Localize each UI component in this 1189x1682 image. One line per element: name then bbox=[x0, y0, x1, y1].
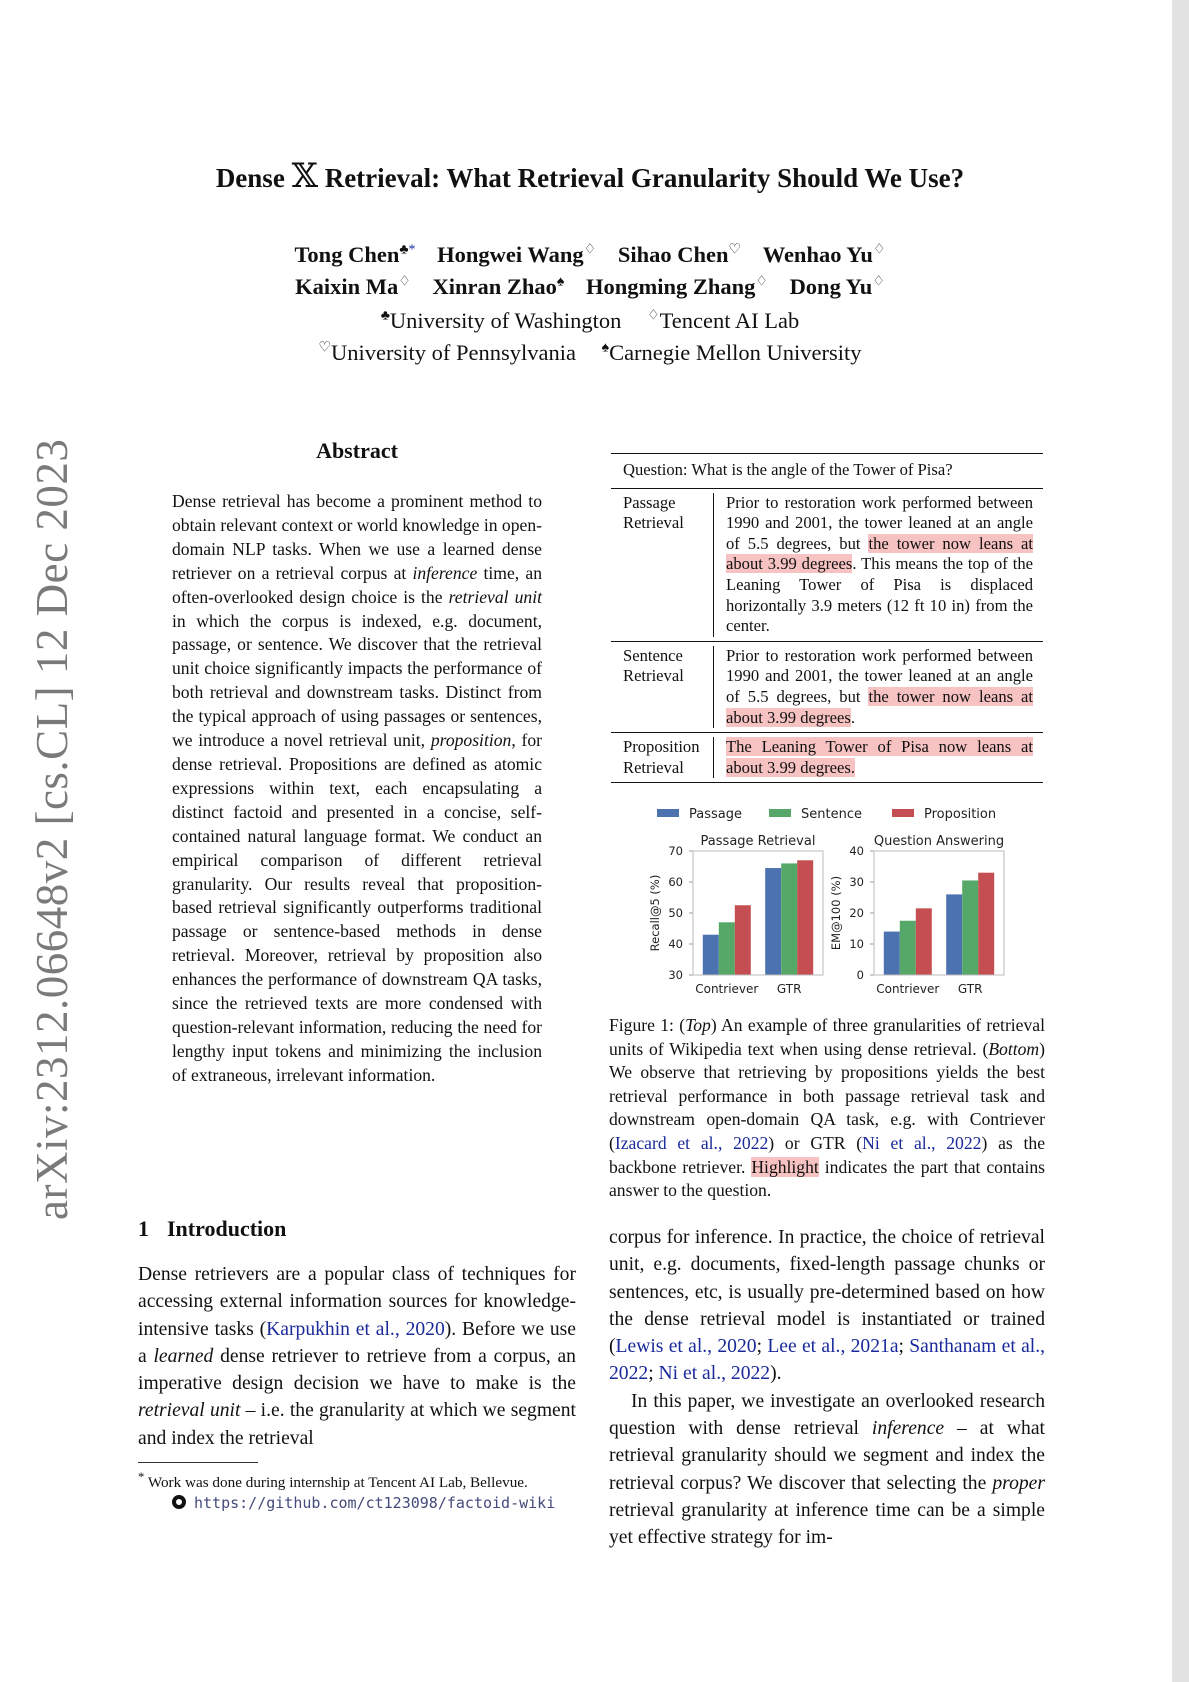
citation-link[interactable]: Ni et al., 2022 bbox=[658, 1363, 771, 1385]
page-edge-shadow bbox=[1172, 0, 1189, 1682]
affiliation-line-2 bbox=[0, 335, 1180, 368]
x-tick-label: Contriever bbox=[876, 982, 940, 996]
y-tick-label: 70 bbox=[668, 844, 683, 858]
citation-link[interactable]: Ni et al., 2022 bbox=[862, 1132, 982, 1153]
author: Wenhao Yu♢ bbox=[762, 241, 886, 267]
y-tick-label: 20 bbox=[849, 906, 864, 920]
answer-highlight: The Leaning Tower of Pisa now leans at about 3.99 degrees. bbox=[726, 737, 1033, 777]
github-icon bbox=[172, 1495, 186, 1509]
table-row bbox=[611, 489, 1043, 641]
affiliation: ♡University of Pennsylvania bbox=[318, 340, 576, 365]
row-label: Passage Retrieval bbox=[623, 492, 684, 533]
citation-link[interactable]: Karpukhin et al., 2020 bbox=[266, 1318, 445, 1340]
legend-swatch bbox=[657, 809, 679, 817]
x-symbol: 𝕏 bbox=[291, 156, 318, 196]
figure1-example-table bbox=[611, 453, 1043, 783]
affiliation-line-1 bbox=[0, 302, 1180, 335]
paper-title bbox=[0, 156, 1180, 196]
introduction-body: Dense retrievers are a popular class of techniques for accessing external information sources for knowledge-intensive tasks (Karpukhin et al., 2020). Before we use a learned dense retriever to retrieve from a corpus, an imperative design decision we have to make is the retrieval unit – i.e. the granularity at which we segment and index the retrieval bbox=[138, 1264, 577, 1449]
bar-passage bbox=[703, 935, 719, 975]
answer-highlight: the tower now leans at about 3.99 degrees bbox=[726, 686, 1034, 727]
figure1-caption: Figure 1: (Top) An example of three granularities of retrieval units of Wikipedia text when using dense retrieval. (Bottom) We observe that retrieving by propositions yields the best retrieval performance in both passage retrieval task and downstream open-domain QA task, e.g. with Contriever (Izacard et al., 2022) or GTR (Ni et al., 2022) as the backbone retriever. Highlight indicates the part that contains answer to the question. bbox=[609, 1015, 1045, 1201]
author-line-1 bbox=[0, 236, 1180, 269]
y-tick-label: 60 bbox=[668, 875, 683, 889]
y-tick-label: 40 bbox=[849, 844, 864, 858]
y-tick-label: 10 bbox=[849, 937, 864, 951]
affiliation: ♣University of Washington bbox=[380, 307, 622, 333]
legend-label: Passage bbox=[689, 807, 742, 822]
answer-highlight: the tower now leans at about 3.99 degrees bbox=[726, 533, 1034, 574]
paragraph: In this paper, we investigate an overlooked research question with dense retrieval inference – at what retrieval granularity should we segment and index the retrieval corpus? We discover that selecting the proper retrieval granularity at inference time can be a simple yet effective strategy for im- bbox=[609, 1390, 1045, 1549]
row-text bbox=[713, 737, 1043, 778]
row-text: Prior to restoration work performed between 1990 and 2001, the tower leaned at an angle of 5.5 degrees, but the tower now leans at about 3.99 degrees. bbox=[713, 646, 1043, 728]
y-tick-label: 40 bbox=[668, 937, 683, 951]
author: Sihao Chen♡ bbox=[617, 241, 742, 267]
arxiv-sidebar-id[interactable]: arXiv:2312.06648v2 [cs.CL] 12 Dec 2023 bbox=[27, 438, 77, 1220]
author-line-2 bbox=[0, 269, 1180, 302]
bar-sentence bbox=[962, 880, 978, 975]
table-question: Question: What is the angle of the Tower of Pisa? bbox=[623, 460, 953, 479]
bar-sentence bbox=[900, 921, 916, 975]
affiliation: ♠Carnegie Mellon University bbox=[601, 340, 862, 365]
author: Kaixin Ma♢ bbox=[295, 274, 411, 299]
y-tick-label: 50 bbox=[668, 906, 683, 920]
y-axis-label: EM@100 (%) bbox=[829, 875, 843, 951]
bar-proposition bbox=[797, 860, 813, 975]
bar-sentence bbox=[781, 863, 797, 975]
title-text-before: Dense bbox=[215, 163, 292, 193]
author: Hongming Zhang♢ bbox=[585, 274, 768, 299]
bar-proposition bbox=[978, 873, 994, 975]
citation-link[interactable]: Lee et al., 2021a bbox=[767, 1336, 899, 1358]
title-text-after: Retrieval: What Retrieval Granularity Should We Use? bbox=[317, 163, 965, 193]
section-heading-introduction: 1 Introduction bbox=[138, 1216, 287, 1241]
affiliations bbox=[0, 302, 1180, 367]
right-column-body bbox=[609, 1224, 1045, 1552]
highlight-legend: Highlight bbox=[751, 1156, 819, 1177]
y-axis-label: Recall@5 (%) bbox=[648, 874, 662, 952]
bar-passage bbox=[946, 894, 962, 975]
table-row bbox=[611, 733, 1043, 782]
abstract-body: Dense retrieval has become a prominent method to obtain relevant context or world knowledge in open-domain NLP tasks. When we use a learned dense retriever on a retrieval corpus at inference time, an often-overlooked design choice is the retrieval unit in which the corpus is indexed, e.g. document, passage, or sentence. We discover that the retrieval unit choice significantly impacts the performance of both retrieval and downstream tasks. Distinct from the typical approach of using passages or sentences, we introduce a novel retrieval unit, proposition, for dense retrieval. Propositions are defined as atomic expressions within text, each encapsulating a distinct factoid and presented in a concise, self-contained natural language format. We conduct an empirical comparison of different retrieval granularity. Our results reveal that proposition-based retrieval significantly outperforms traditional passage or sentence-based methods in dense retrieval. Moreover, retrieval by proposition also enhances the performance of downstream QA tasks, since the retrieved texts are more condensed with question-relevant information, reducing the need for lengthy input tokens and minimizing the inclusion of extraneous, irrelevant information. bbox=[172, 491, 543, 1085]
x-tick-label: GTR bbox=[776, 982, 802, 996]
footnote-rule bbox=[138, 1462, 258, 1463]
bar-sentence bbox=[719, 922, 735, 975]
y-tick-label: 0 bbox=[856, 968, 864, 982]
author: Hongwei Wang♢ bbox=[437, 241, 597, 267]
chart-title: Passage Retrieval bbox=[700, 834, 816, 849]
bar-proposition bbox=[735, 905, 751, 975]
author-list bbox=[0, 236, 1180, 301]
legend-label: Sentence bbox=[801, 807, 862, 822]
x-tick-label: GTR bbox=[957, 982, 983, 996]
row-text: Prior to restoration work performed between 1990 and 2001, the tower leaned at an angle of 5.5 degrees, but the tower now leans at about 3.99 degrees. This means the top of the Leaning Tower of Pisa is displaced horizontally 3.9 meters (12 ft 10 in) from the center. bbox=[713, 493, 1043, 637]
citation-link[interactable]: Lewis et al., 2020 bbox=[615, 1336, 757, 1358]
bar-proposition bbox=[916, 908, 932, 975]
y-tick-label: 30 bbox=[849, 875, 864, 889]
bar-passage bbox=[765, 868, 781, 975]
author: Tong Chen♣* bbox=[294, 241, 416, 267]
figure1-bar-charts bbox=[611, 800, 1043, 1010]
row-label: Proposition Retrieval bbox=[623, 737, 700, 777]
footnote: * Work was done during internship at Tencent AI Lab, Bellevue. https://github.com/ct123098/factoid-wiki bbox=[138, 1470, 556, 1513]
legend-swatch bbox=[769, 809, 791, 817]
y-tick-label: 30 bbox=[668, 968, 683, 982]
legend-label: Proposition bbox=[924, 807, 997, 822]
paragraph: corpus for inference. In practice, the choice of retrieval unit, e.g. documents, fixed-length passage chunks or sentences, etc, is usually pre-determined based on how the dense retrieval model is instantiated or trained (Lewis et al., 2020; Lee et al., 2021a; Santhanam et al., 2022; Ni et al., 2022). bbox=[609, 1227, 1046, 1385]
affiliation: ♢Tencent AI Lab bbox=[647, 307, 800, 333]
table-row bbox=[611, 642, 1043, 732]
abstract-heading: Abstract bbox=[316, 438, 398, 463]
x-tick-label: Contriever bbox=[695, 982, 759, 996]
github-link[interactable]: https://github.com/ct123098/factoid-wiki bbox=[194, 1494, 556, 1513]
legend-swatch bbox=[892, 809, 914, 817]
row-label: Sentence Retrieval bbox=[623, 645, 684, 686]
citation-link[interactable]: Santhanam et al., 2022 bbox=[609, 1336, 1046, 1385]
chart-title: Question Answering bbox=[873, 834, 1005, 849]
bar-passage bbox=[884, 932, 900, 975]
author: Xinran Zhao♠ bbox=[432, 274, 565, 299]
author: Dong Yu♢ bbox=[789, 274, 885, 299]
citation-link[interactable]: Izacard et al., 2022 bbox=[614, 1132, 769, 1153]
